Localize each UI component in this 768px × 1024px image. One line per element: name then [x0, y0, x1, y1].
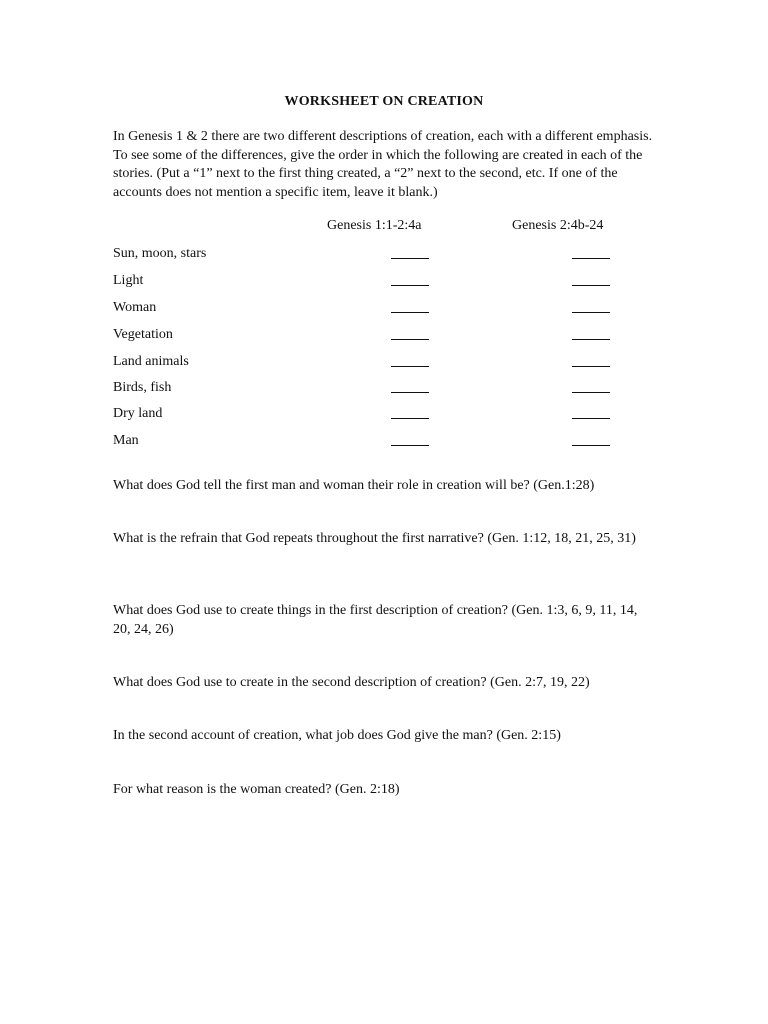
genesis-2-answer-blank[interactable] [572, 445, 610, 446]
item-row [113, 300, 658, 320]
item-label: Man [113, 433, 139, 448]
item-label: Light [113, 273, 144, 288]
genesis-1-answer-blank[interactable] [391, 339, 429, 340]
question-text: In the second account of creation, what job does God give the man? (Gen. 2:15) [113, 728, 561, 743]
column-header-genesis-2: Genesis 2:4b-24 [512, 218, 604, 233]
item-label: Woman [113, 300, 157, 315]
genesis-1-answer-blank[interactable] [391, 418, 429, 419]
genesis-1-answer-blank[interactable] [391, 445, 429, 446]
genesis-2-answer-blank[interactable] [572, 339, 610, 340]
question-text: What does God use to create things in the first description of creation? (Gen. 1:3, 6, 9, 11, 14, 20, 24, 26) [113, 603, 638, 637]
item-row [113, 327, 658, 347]
genesis-2-answer-blank[interactable] [572, 258, 610, 259]
genesis-1-answer-blank[interactable] [391, 285, 429, 286]
column-header-genesis-1: Genesis 1:1-2:4a [327, 218, 422, 233]
genesis-1-answer-blank[interactable] [391, 392, 429, 393]
item-label: Vegetation [113, 327, 173, 342]
genesis-1-answer-blank[interactable] [391, 258, 429, 259]
item-label: Land animals [113, 354, 189, 369]
item-row [113, 354, 658, 374]
genesis-2-answer-blank[interactable] [572, 366, 610, 367]
genesis-1-answer-blank[interactable] [391, 312, 429, 313]
question-text: For what reason is the woman created? (Gen. 2:18) [113, 782, 400, 797]
item-label: Birds, fish [113, 380, 172, 395]
genesis-2-answer-blank[interactable] [572, 285, 610, 286]
genesis-2-answer-blank[interactable] [572, 418, 610, 419]
genesis-2-answer-blank[interactable] [572, 392, 610, 393]
item-row [113, 433, 658, 453]
question-text: What is the refrain that God repeats throughout the first narrative? (Gen. 1:12, 18, 21, 25, 31) [113, 531, 636, 546]
item-row [113, 406, 658, 426]
genesis-1-answer-blank[interactable] [391, 366, 429, 367]
item-row [113, 246, 658, 266]
item-row [113, 273, 658, 293]
page-title: WORKSHEET ON CREATION [284, 94, 484, 109]
item-label: Dry land [113, 406, 163, 421]
question-text: What does God use to create in the second description of creation? (Gen. 2:7, 19, 22) [113, 675, 590, 690]
item-label: Sun, moon, stars [113, 246, 207, 261]
instructions-paragraph: In Genesis 1 & 2 there are two different descriptions of creation, each with a different emphasis. To see some of the differences, give the order in which the following are created in each of the stories. (Put a “1” next to the first thing created, a “2” next to the second, etc. If one of the accounts does not mention a specific item, leave it blank.) [113, 129, 653, 200]
question-text: What does God tell the first man and woman their role in creation will be? (Gen.1:28) [113, 478, 595, 493]
genesis-2-answer-blank[interactable] [572, 312, 610, 313]
item-row [113, 380, 658, 400]
